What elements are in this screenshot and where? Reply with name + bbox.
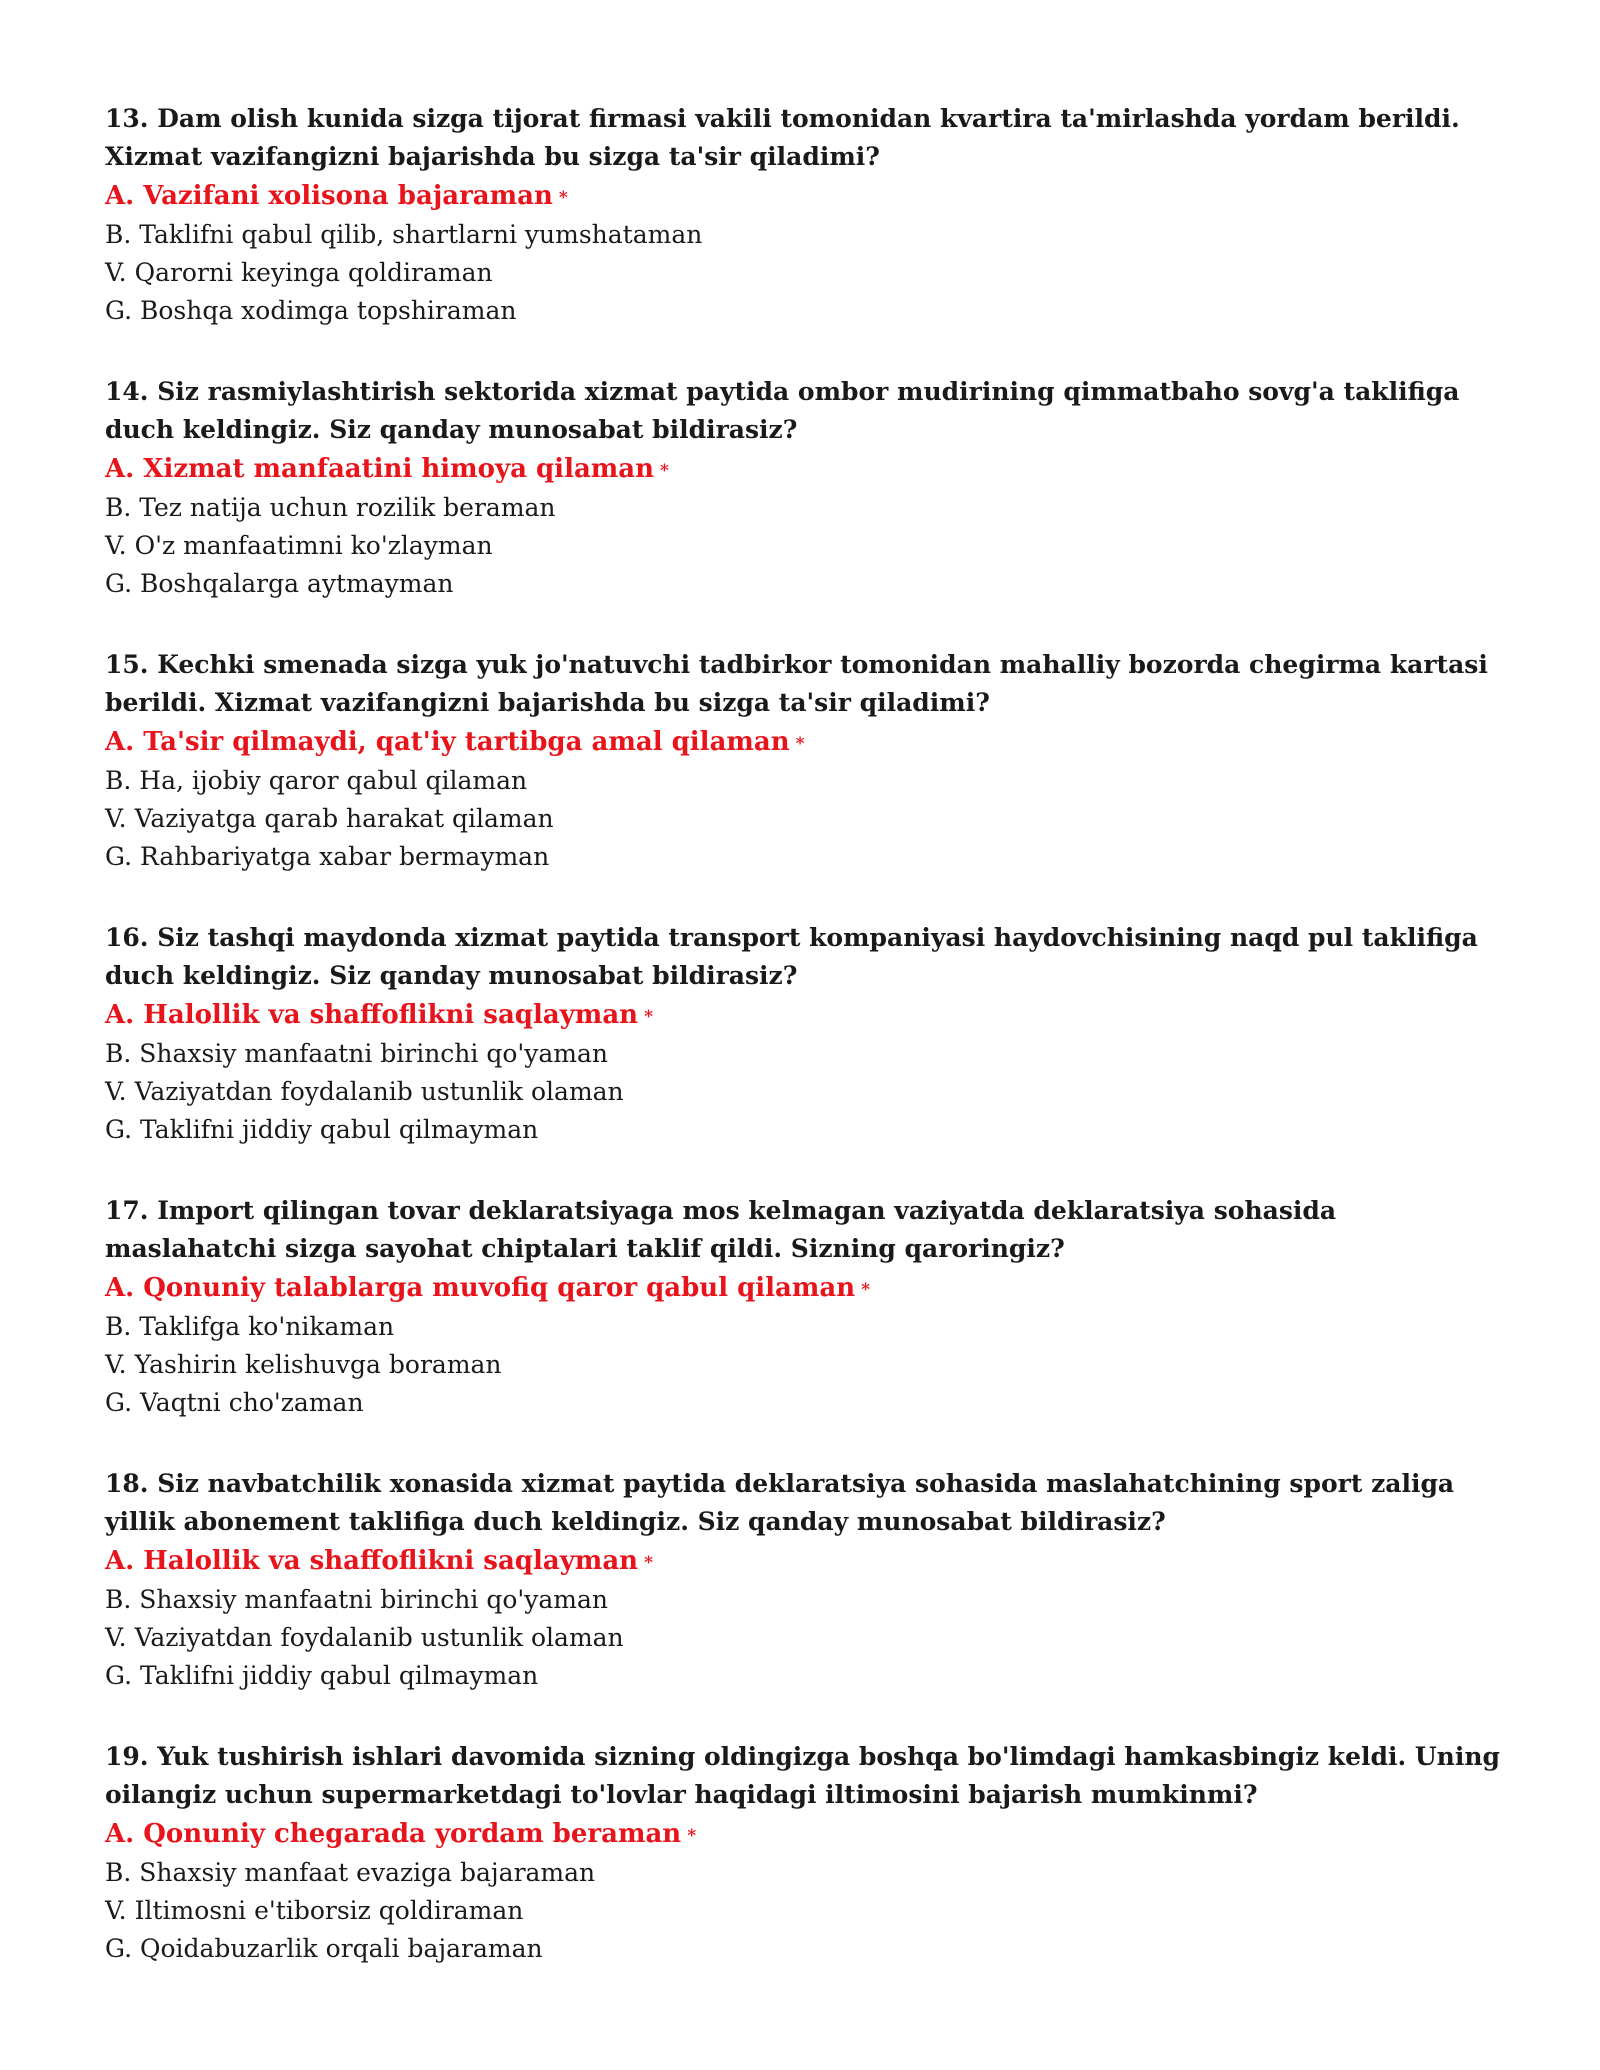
correct-answer: [105, 722, 1505, 762]
answer-option-v: V. Iltimosni e'tiborsiz qoldiraman: [105, 1896, 524, 1925]
answer-option-a: A. Halollik va shaffoflikni saqlayman: [105, 1000, 639, 1030]
question-text: 15. Kechki smenada sizga yuk jo'natuvchi tadbirkor tomonidan mahalliy bozorda chegirma kartasi berildi. Xizmat vazifangizni bajarishda bu sizga ta'sir qiladimi?: [105, 650, 1488, 717]
answer-option-g: G. Boshqalarga aytmayman: [105, 569, 454, 598]
answer-option-b: B. Ha, ijobiy qaror qabul qilaman: [105, 766, 528, 795]
answer-option-b: B. Shaxsiy manfaat evaziga bajaraman: [105, 1858, 596, 1887]
answer-option-b: B. Shaxsiy manfaatni birinchi qo'yaman: [105, 1039, 609, 1068]
question-15: [105, 646, 1505, 876]
answer-option-b: B. Taklifni qabul qilib, shartlarni yumshataman: [105, 220, 703, 249]
answer-option-g: G. Vaqtni cho'zaman: [105, 1388, 364, 1417]
correct-answer: [105, 1268, 1505, 1308]
correct-marker: *: [558, 188, 568, 208]
correct-answer: [105, 449, 1505, 489]
answer-option-v: V. Vaziyatga qarab harakat qilaman: [105, 804, 554, 833]
question-text: 13. Dam olish kunida sizga tijorat firmasi vakili tomonidan kvartira ta'mirlashda yordam berildi. Xizmat vazifangizni bajarishda bu sizga ta'sir qiladimi?: [105, 104, 1460, 171]
question-text: 18. Siz navbatchilik xonasida xizmat paytida deklaratsiya sohasida maslahatchining sport zaliga yillik abonement taklifiga duch keldingiz. Siz qanday munosabat bildirasiz?: [105, 1469, 1455, 1536]
correct-answer: [105, 176, 1505, 216]
question-text: 19. Yuk tushirish ishlari davomida sizning oldingizga boshqa bo'limdagi hamkasbingiz keldi. Uning oilangiz uchun supermarketdagi to'lovlar haqidagi iltimosini bajarish mumkinmi?: [105, 1742, 1500, 1809]
answer-option-g: G. Qoidabuzarlik orqali bajaraman: [105, 1934, 543, 1963]
question-text: 17. Import qilingan tovar deklaratsiyaga mos kelmagan vaziyatda deklaratsiya sohasida maslahatchi sizga sayohat chiptalari taklif qildi. Sizning qaroringiz?: [105, 1196, 1337, 1263]
question-16: [105, 919, 1505, 1149]
correct-marker: *: [660, 461, 669, 481]
answer-option-a: A. Halollik va shaffoflikni saqlayman: [105, 1546, 639, 1576]
correct-marker: *: [861, 1280, 871, 1300]
answer-option-v: V. O'z manfaatimni ko'zlayman: [105, 531, 493, 560]
answer-option-v: V. Vaziyatdan foydalanib ustunlik olaman: [105, 1077, 624, 1106]
question-text: 16. Siz tashqi maydonda xizmat paytida transport kompaniyasi haydovchisining naqd pul taklifiga duch keldingiz. Siz qanday munosabat bildirasiz?: [105, 923, 1478, 990]
answer-option-a: A. Qonuniy talablarga muvofiq qaror qabul qilaman: [105, 1273, 856, 1303]
question-list: [105, 100, 1505, 2011]
correct-marker: *: [795, 734, 805, 754]
correct-marker: *: [687, 1826, 697, 1846]
question-text: 14. Siz rasmiylashtirish sektorida xizmat paytida ombor mudirining qimmatbaho sovg'a taklifiga duch keldingiz. Siz qanday munosabat bildirasiz?: [105, 377, 1460, 444]
answer-option-g: G. Rahbariyatga xabar bermayman: [105, 842, 550, 871]
answer-option-g: G. Taklifni jiddiy qabul qilmayman: [105, 1661, 539, 1690]
correct-answer: [105, 995, 1505, 1035]
correct-answer: [105, 1814, 1505, 1854]
answer-option-v: V. Qarorni keyinga qoldiraman: [105, 258, 493, 287]
question-19: [105, 1738, 1505, 1968]
answer-option-a: A. Vazifani xolisona bajaraman: [105, 181, 553, 211]
question-13: [105, 100, 1505, 330]
answer-option-v: V. Vaziyatdan foydalanib ustunlik olaman: [105, 1623, 624, 1652]
answer-option-b: B. Shaxsiy manfaatni birinchi qo'yaman: [105, 1585, 609, 1614]
correct-marker: *: [644, 1553, 653, 1573]
correct-marker: *: [644, 1007, 653, 1027]
answer-option-a: A. Xizmat manfaatini himoya qilaman: [105, 454, 655, 484]
answer-option-g: G. Boshqa xodimga topshiraman: [105, 296, 517, 325]
answer-option-a: A. Ta'sir qilmaydi, qat'iy tartibga amal qilaman: [105, 727, 790, 757]
correct-answer: [105, 1541, 1505, 1581]
question-18: [105, 1465, 1505, 1695]
answer-option-b: B. Tez natija uchun rozilik beraman: [105, 493, 556, 522]
answer-option-g: G. Taklifni jiddiy qabul qilmayman: [105, 1115, 539, 1144]
answer-option-v: V. Yashirin kelishuvga boraman: [105, 1350, 502, 1379]
question-17: [105, 1192, 1505, 1422]
answer-option-b: B. Taklifga ko'nikaman: [105, 1312, 395, 1341]
answer-option-a: A. Qonuniy chegarada yordam beraman: [105, 1819, 682, 1849]
question-14: [105, 373, 1505, 603]
